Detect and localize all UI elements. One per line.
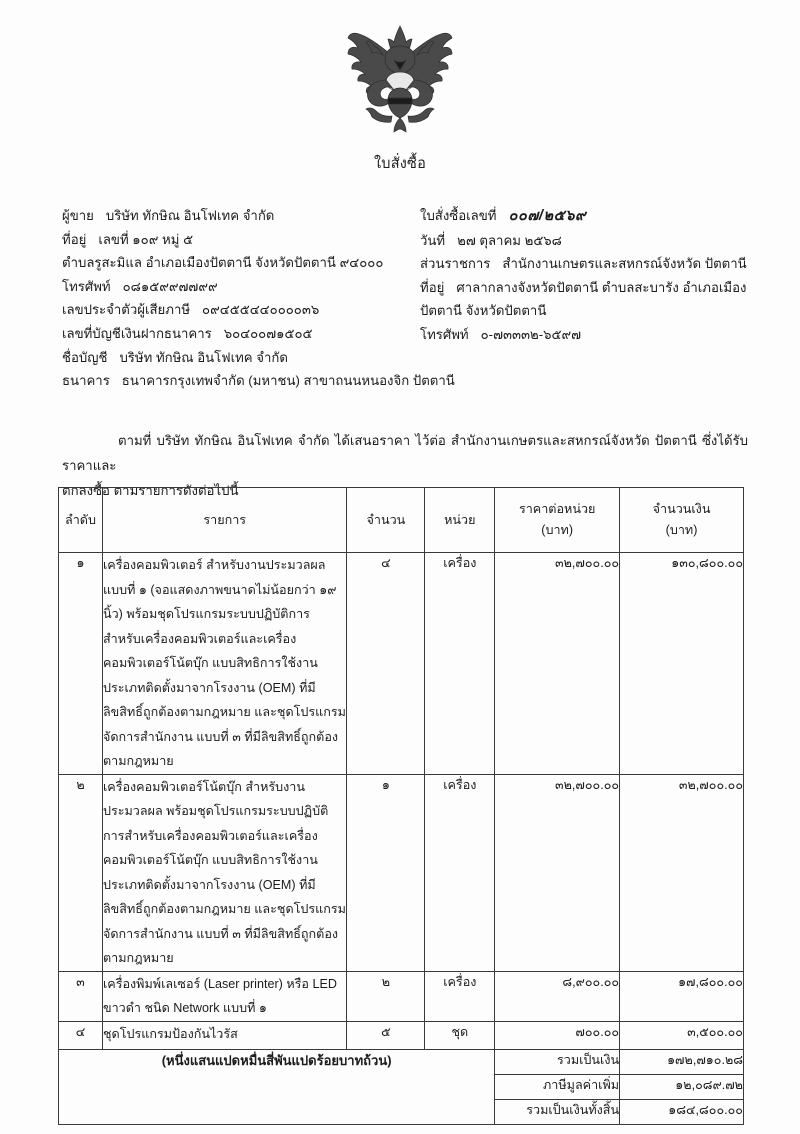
header-description: รายการ bbox=[102, 488, 346, 553]
row-amount: ๑๓๐,๘๐๐.๐๐ bbox=[620, 553, 744, 775]
grand-total-value: ๑๘๔,๘๐๐.๐๐ bbox=[620, 1099, 744, 1124]
row-quantity: ๒ bbox=[347, 971, 425, 1021]
row-unit: เครื่อง bbox=[425, 553, 495, 775]
order-agency-value: สำนักงานเกษตรและสหกรณ์จังหวัด ปัตตานี bbox=[502, 256, 747, 272]
order-phone-value: ๐-๗๓๓๓๒-๖๕๙๗ bbox=[480, 326, 582, 342]
seller-account-row bbox=[62, 322, 420, 346]
order-phone-label: โทรศัพท์ bbox=[420, 326, 469, 342]
amount-in-words: (หนึ่งแสนแปดหมื่นสี่พันแปดร้อยบาทถ้วน) bbox=[59, 1049, 495, 1124]
order-number-row bbox=[420, 204, 752, 229]
row-unit-price: ๓๒,๗๐๐.๐๐ bbox=[495, 553, 620, 775]
document-title: ใบสั่งซื้อ bbox=[374, 156, 426, 172]
row-description: ชุดโปรแกรมป้องกันไวรัส bbox=[102, 1021, 346, 1049]
header-unit-price-sub: (บาท) bbox=[541, 523, 574, 537]
row-quantity: ๕ bbox=[347, 1021, 425, 1049]
seller-account-name-label: ชื่อบัญชี bbox=[62, 349, 108, 365]
subtotal-value: ๑๗๒,๗๑๐.๒๘ bbox=[620, 1049, 744, 1074]
order-number-value: ๐๐๗/๒๕๖๙ bbox=[508, 208, 587, 224]
header-amount-sub: (บาท) bbox=[665, 523, 698, 537]
row-no: ๒ bbox=[59, 774, 103, 971]
garuda-emblem bbox=[336, 18, 464, 136]
order-date-label: วันที่ bbox=[420, 232, 446, 248]
seller-phone-value: ๐๘๑๕๙๙๗๗๙๙ bbox=[122, 278, 218, 294]
row-unit-price: ๗๐๐.๐๐ bbox=[495, 1021, 620, 1049]
header-unit-price-main: ราคาต่อหน่วย bbox=[518, 502, 596, 516]
header-quantity: จำนวน bbox=[347, 488, 425, 553]
vat-label: ภาษีมูลค่าเพิ่ม bbox=[495, 1074, 620, 1099]
header-no: ลำดับ bbox=[59, 488, 103, 553]
row-quantity: ๔ bbox=[347, 553, 425, 775]
seller-name-value: บริษัท ทักษิณ อินโฟเทค จำกัด bbox=[105, 208, 275, 223]
order-address-line2-row bbox=[420, 299, 752, 323]
row-unit-price: ๘,๙๐๐.๐๐ bbox=[495, 971, 620, 1021]
row-no: ๓ bbox=[59, 971, 103, 1021]
row-unit: เครื่อง bbox=[425, 971, 495, 1021]
seller-account-label: เลขที่บัญชีเงินฝากธนาคาร bbox=[62, 325, 212, 341]
order-address-line2: ปัตตานี จังหวัดปัตตานี bbox=[420, 303, 547, 319]
seller-address-line1: เลขที่ ๑๐๙ หมู่ ๕ bbox=[98, 231, 194, 247]
table-header-row bbox=[59, 488, 744, 553]
row-unit-price: ๓๒,๗๐๐.๐๐ bbox=[495, 774, 620, 971]
order-address-line1: ศาลากลางจังหวัดปัตตานี ตำบลสะบารัง อำเภอเมือง bbox=[456, 279, 747, 295]
header-amount bbox=[620, 488, 744, 553]
row-unit: เครื่อง bbox=[425, 774, 495, 971]
seller-address-label: ที่อยู่ bbox=[62, 231, 87, 247]
row-amount: ๓,๕๐๐.๐๐ bbox=[620, 1021, 744, 1049]
table-row bbox=[59, 774, 744, 971]
vat-value: ๑๒,๐๘๙.๗๒ bbox=[620, 1074, 744, 1099]
seller-bank-row bbox=[62, 369, 455, 393]
row-description: เครื่องคอมพิวเตอร์ สำหรับงานประมวลผล แบบที่ ๑ (จอแสดงภาพขนาดไม่น้อยกว่า ๑๙ นิ้ว) พร้อมชุดโปรแกรมระบบปฏิบัติการสำหรับเครื่องคอมพิวเตอร์และเครื่องคอมพิวเตอร์โน้ตบุ๊ก แบบสิทธิการใช้งานประเภทติดตั้งมาจากโรงงาน (OEM) ที่มีลิขสิทธิ์ถูกต้องตามกฎหมาย และชุดโปรแกรมจัดการสำนักงาน แบบที่ ๓ ที่มีลิขสิทธิ์ถูกต้องตามกฎหมาย bbox=[102, 553, 346, 775]
row-description: เครื่องคอมพิวเตอร์โน้ตบุ๊ก สำหรับงานประมวลผล พร้อมชุดโปรแกรมระบบปฏิบัติการสำหรับเครื่องคอมพิวเตอร์และเครื่องคอมพิวเตอร์โน้ตบุ๊ก แบบสิทธิการใช้งานประเภทติดตั้งมาจากโรงงาน (OEM) ที่มีลิขสิทธิ์ถูกต้องตามกฎหมาย และชุดโปรแกรมจัดการสำนักงาน แบบที่ ๓ ที่มีลิขสิทธิ์ถูกต้องตามกฎหมาย bbox=[102, 774, 346, 971]
row-unit: ชุด bbox=[425, 1021, 495, 1049]
row-description: เครื่องพิมพ์เลเซอร์ (Laser printer) หรือ LED ขาวดำ ชนิด Network แบบที่ ๑ bbox=[102, 971, 346, 1021]
row-no: ๔ bbox=[59, 1021, 103, 1049]
header-amount-main: จำนวนเงิน bbox=[652, 502, 711, 516]
seller-taxid-value: ๐๙๔๕๕๔๔๐๐๐๐๓๖ bbox=[202, 302, 320, 318]
order-address-label: ที่อยู่ bbox=[420, 279, 445, 295]
order-date-value: ๒๗ ตุลาคม ๒๕๖๘ bbox=[457, 232, 562, 248]
order-number-label: ใบสั่งซื้อเลขที่ bbox=[420, 208, 497, 223]
row-amount: ๓๒,๗๐๐.๐๐ bbox=[620, 774, 744, 971]
order-info bbox=[420, 204, 752, 393]
seller-address-line2: ตำบลรูสะมิแล อำเภอเมืองปัตตานี จังหวัดปัตตานี ๙๔๐๐๐ bbox=[62, 255, 384, 271]
table-row bbox=[59, 1021, 744, 1049]
seller-taxid-row bbox=[62, 298, 420, 322]
table-row bbox=[59, 553, 744, 775]
emblem-container bbox=[0, 18, 800, 136]
row-no: ๑ bbox=[59, 553, 103, 775]
order-agency-row bbox=[420, 252, 752, 276]
grand-total-label: รวมเป็นเงินทั้งสิ้น bbox=[495, 1099, 620, 1124]
order-date-row bbox=[420, 229, 752, 253]
seller-name-row bbox=[62, 204, 420, 228]
seller-phone-label: โทรศัพท์ bbox=[62, 278, 111, 294]
subtotal-row bbox=[59, 1049, 744, 1074]
purchase-order-table bbox=[58, 487, 744, 1125]
seller-taxid-label: เลขประจำตัวผู้เสียภาษี bbox=[62, 302, 191, 318]
seller-account-name-value: บริษัท ทักษิณ อินโฟเทค จำกัด bbox=[119, 349, 288, 365]
seller-address-line2-row bbox=[62, 251, 420, 275]
seller-address-row bbox=[62, 228, 420, 252]
order-address-row bbox=[420, 276, 752, 300]
subtotal-label: รวมเป็นเงิน bbox=[495, 1049, 620, 1074]
header-unit-price bbox=[495, 488, 620, 553]
order-phone-row bbox=[420, 323, 752, 347]
order-agency-label: ส่วนราชการ bbox=[420, 256, 491, 272]
seller-bank-value: ธนาคารกรุงเทพจำกัด (มหาชน) สาขาถนนหนองจิก ปัตตานี bbox=[121, 373, 455, 389]
seller-account-value: ๖๐๔๐๐๗๑๕๐๕ bbox=[223, 325, 313, 341]
table-row bbox=[59, 971, 744, 1021]
seller-phone-row bbox=[62, 275, 420, 299]
intro-paragraph-line2: ตกลงซื้อ ตามรายการดังต่อไปนี้ bbox=[62, 483, 239, 498]
seller-bank-label: ธนาคาร bbox=[62, 373, 110, 389]
seller-name-label: ผู้ขาย bbox=[62, 208, 94, 223]
header-block bbox=[62, 204, 752, 393]
row-amount: ๑๗,๘๐๐.๐๐ bbox=[620, 971, 744, 1021]
intro-paragraph-line1: ตามที่ บริษัท ทักษิณ อินโฟเทค จำกัด ได้เสนอราคา ไว้ต่อ สำนักงานเกษตรและสหกรณ์จังหวัด ปัตตานี ซึ่งได้รับราคาและ bbox=[62, 433, 748, 473]
row-quantity: ๑ bbox=[347, 774, 425, 971]
header-unit: หน่วย bbox=[425, 488, 495, 553]
seller-account-name-row bbox=[62, 346, 420, 370]
